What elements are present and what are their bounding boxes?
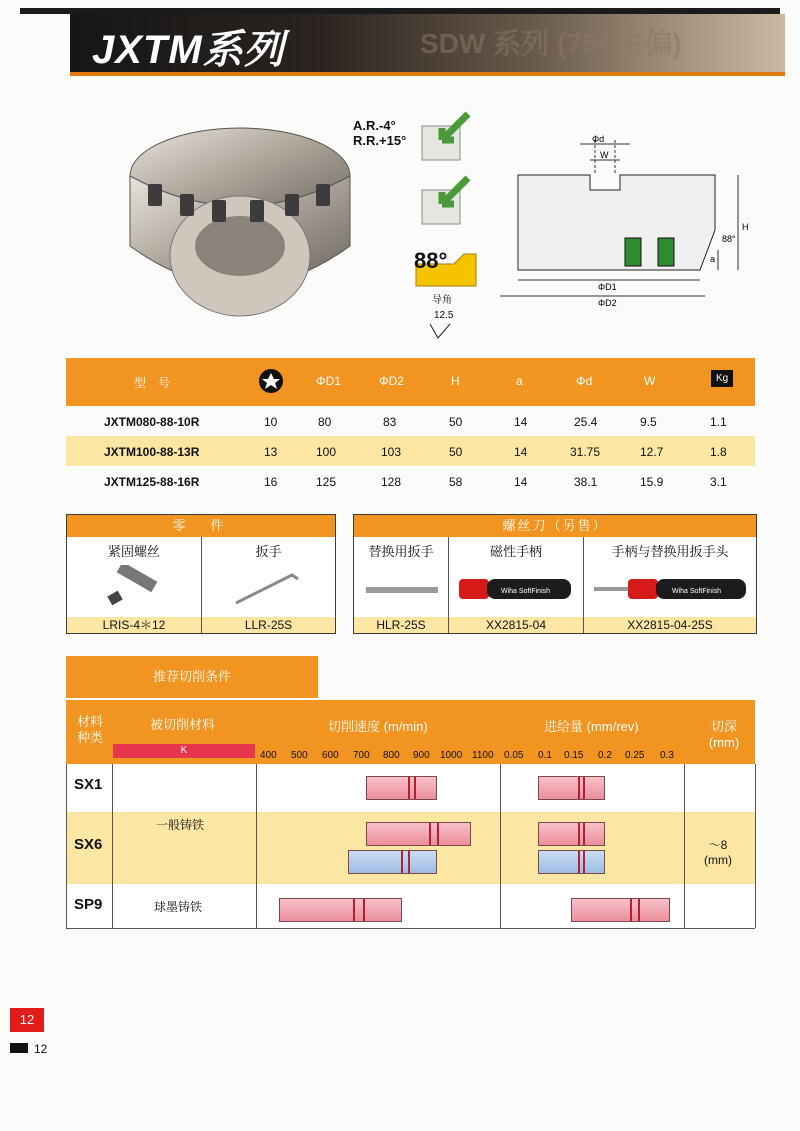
phi-d: 25.4 <box>574 415 598 429</box>
d1: 100 <box>316 445 337 459</box>
col-kg: Kg <box>711 370 733 387</box>
part-name: 扳手 <box>255 544 282 559</box>
part-wrench <box>202 537 335 633</box>
coolant-speed-range-bar <box>348 850 436 874</box>
speed-tick: 400 <box>260 750 277 761</box>
page-title: JXTM系列 <box>92 28 285 72</box>
range-marker <box>630 899 632 921</box>
feed-ticks <box>502 750 682 764</box>
tool-name: 替换用扳手 <box>368 544 434 559</box>
phi-d: 31.75 <box>570 445 601 459</box>
screwdriver-title: 螺丝刀（另售） <box>354 515 756 537</box>
cutter-photo <box>110 96 370 336</box>
parts-title: 零 件 <box>67 515 335 537</box>
col-h: H <box>451 374 460 388</box>
grade-sx1: SX1 <box>74 776 103 793</box>
col-d2: ΦD2 <box>379 374 404 388</box>
feed-range-bar <box>538 822 605 846</box>
range-marker <box>401 851 403 873</box>
tool-name: 磁性手柄 <box>489 544 542 559</box>
range-marker <box>638 899 640 921</box>
axial-rake: A.R.-4° <box>353 118 396 133</box>
col-model: 型 号 <box>134 376 171 390</box>
page-number-badge: 12 <box>10 1008 44 1032</box>
teeth: 16 <box>264 475 278 489</box>
material-ductile-iron: 球墨铸铁 <box>154 900 203 914</box>
coolant-feed-range-bar <box>538 850 605 874</box>
w: 12.7 <box>640 445 664 459</box>
tool-code: XX2815-04 <box>449 617 583 633</box>
range-marker <box>578 851 580 873</box>
range-marker <box>583 777 585 799</box>
a: 14 <box>514 445 528 459</box>
feed-header: 进给量 (mm/rev) <box>544 719 639 734</box>
header-ghost-text: SDW 系列 (75° 主偏) <box>420 28 682 59</box>
grid-col <box>256 764 257 928</box>
screwdriver-panel <box>353 514 757 634</box>
spec-row <box>66 466 755 496</box>
d2: 103 <box>381 445 402 459</box>
range-marker <box>578 823 580 845</box>
depth-unit: (mm) <box>704 853 732 867</box>
range-marker <box>583 823 585 845</box>
screwdriver-handle-icon <box>457 575 575 603</box>
depth-range: ～8 <box>708 838 728 852</box>
tool-handle <box>449 537 584 633</box>
grade-sp9: SP9 <box>74 896 103 913</box>
tool-code: HLR-25S <box>354 617 448 633</box>
col-phi-d: Φd <box>576 374 593 388</box>
spec-row <box>66 406 755 436</box>
tool-bit <box>354 537 449 633</box>
h: 58 <box>449 475 463 489</box>
w: 9.5 <box>640 415 657 429</box>
diagram-a: a <box>710 254 716 264</box>
col-d1: ΦD1 <box>316 374 341 388</box>
screwdriver-handle-bit-icon <box>592 575 750 603</box>
diagram-w: W <box>600 150 609 160</box>
d2: 83 <box>383 415 397 429</box>
feed-tick: 0.1 <box>538 750 552 761</box>
part-code: LLR-25S <box>202 617 335 633</box>
speed-tick: 1000 <box>440 750 463 761</box>
header-rule <box>70 72 785 76</box>
wrench-icon <box>232 567 304 609</box>
depth-header: 切深 (mm) <box>708 719 740 750</box>
brand-text: Wiha SoftFinish <box>501 588 551 595</box>
material-cast-iron: 一般铸铁 <box>156 818 205 832</box>
speed-tick: 800 <box>383 750 400 761</box>
dimension-diagram <box>490 130 760 318</box>
k-category: K <box>113 744 255 758</box>
parts-panel <box>66 514 336 634</box>
grid-col <box>500 764 501 928</box>
grid-col <box>684 764 685 928</box>
feed-tick: 0.25 <box>625 750 645 761</box>
speed-tick: 1100 <box>472 750 494 761</box>
teeth: 13 <box>264 445 278 459</box>
d1: 125 <box>316 475 337 489</box>
cutting-title: 推荐切削条件 <box>66 656 318 698</box>
speed-tick: 900 <box>413 750 430 761</box>
feed-tick: 0.15 <box>564 750 584 761</box>
speed-range-bar <box>366 776 437 800</box>
bit-icon <box>364 583 440 597</box>
speed-header: 切削速度 (m/min) <box>328 719 428 734</box>
page-number-footer: 12 <box>34 1042 48 1056</box>
d1: 80 <box>318 415 332 429</box>
screw-icon <box>105 565 163 607</box>
range-marker <box>578 777 580 799</box>
range-marker <box>363 899 365 921</box>
radial-rake: R.R.+15° <box>353 133 407 148</box>
spec-row <box>66 436 755 466</box>
diagram-phi-d: Φd <box>592 134 605 144</box>
col-w: W <box>644 374 656 388</box>
range-marker <box>408 851 410 873</box>
diagram-d2: ΦD2 <box>598 298 617 308</box>
feed-range-bar <box>571 898 670 922</box>
part-name: 紧固螺丝 <box>107 544 160 559</box>
part-code: LRIS-4＊12 <box>67 617 201 633</box>
range-marker <box>583 851 585 873</box>
w: 15.9 <box>640 475 664 489</box>
range-marker <box>437 823 439 845</box>
diagram-h: H <box>742 222 749 232</box>
range-marker <box>429 823 431 845</box>
range-marker <box>414 777 416 799</box>
grid-col <box>112 764 113 928</box>
tool-code: XX2815-04-25S <box>584 617 756 633</box>
range-marker <box>353 899 355 921</box>
speed-range-bar <box>366 822 472 846</box>
speed-tick: 600 <box>322 750 339 761</box>
kg: 1.1 <box>710 415 727 429</box>
rake-angles <box>353 118 406 148</box>
depth-value <box>698 836 738 867</box>
col-material-type: 材料种类 <box>76 714 103 745</box>
speed-ticks <box>258 750 500 764</box>
footer-block <box>10 1043 28 1053</box>
speed-tick: 500 <box>291 750 308 761</box>
tool-handle-bit <box>584 537 756 633</box>
diagram-d1: ΦD1 <box>598 282 617 292</box>
diagram-angle: 88° <box>722 234 736 244</box>
brand-text: Wiha SoftFinish <box>672 588 722 595</box>
col-a: a <box>516 374 523 388</box>
col-workpiece: 被切削材料 <box>150 717 216 732</box>
chamfer-label: 导角 <box>432 295 452 306</box>
grid-left <box>66 764 67 928</box>
surface-roughness: 12.5 <box>434 310 454 321</box>
h: 50 <box>449 415 463 429</box>
h: 50 <box>449 445 463 459</box>
d2: 128 <box>381 475 402 489</box>
feed-tick: 0.3 <box>660 750 674 761</box>
model: JXTM125-88-16R <box>104 475 200 489</box>
teeth: 10 <box>264 415 278 429</box>
model: JXTM080-88-10R <box>104 415 200 429</box>
feed-tick: 0.05 <box>504 750 524 761</box>
phi-d: 38.1 <box>574 475 598 489</box>
a: 14 <box>514 475 528 489</box>
part-screw <box>67 537 202 633</box>
a: 14 <box>514 415 528 429</box>
arrow-insert-icon <box>418 108 474 164</box>
roughness-symbol-icon <box>428 322 452 340</box>
model: JXTM100-88-13R <box>104 445 200 459</box>
kg: 1.8 <box>710 445 727 459</box>
grid-right <box>755 764 756 928</box>
lead-angle: 88° <box>414 248 448 273</box>
feed-range-bar <box>538 776 605 800</box>
grade-sx6: SX6 <box>74 836 103 853</box>
tool-name: 手柄与替换用扳手头 <box>611 544 729 559</box>
spec-table-header <box>66 358 755 406</box>
feed-tick: 0.2 <box>598 750 612 761</box>
kg: 3.1 <box>710 475 727 489</box>
teeth-count-icon <box>258 368 284 394</box>
range-marker <box>408 777 410 799</box>
speed-tick: 700 <box>353 750 370 761</box>
speed-range-bar <box>279 898 402 922</box>
arrow-insert-icon-2 <box>418 172 474 228</box>
